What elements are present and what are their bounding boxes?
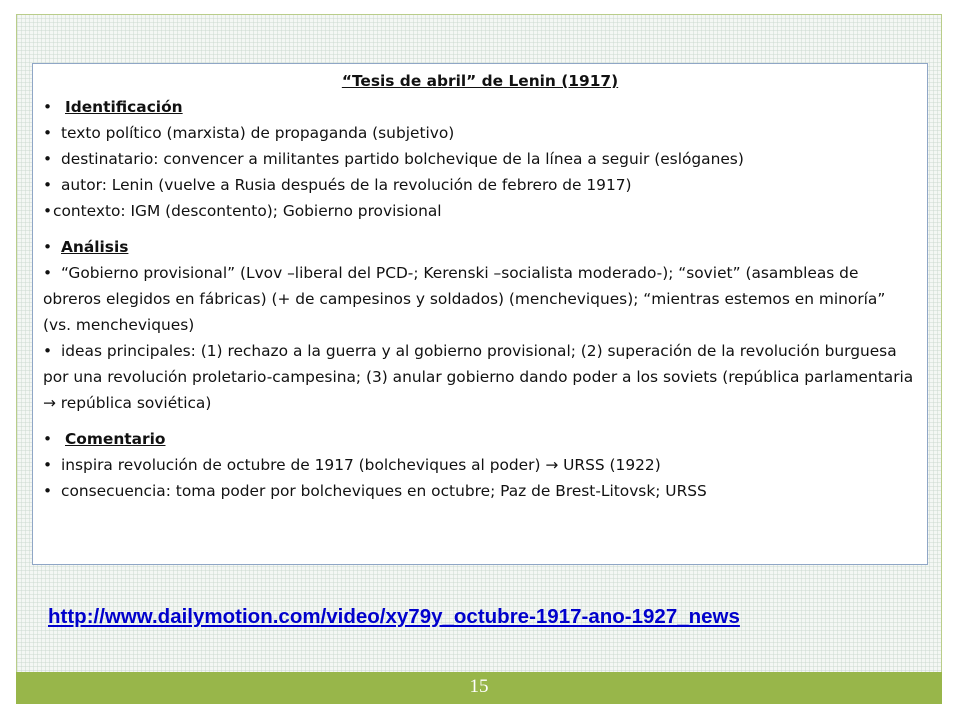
heading-analisis: Análisis — [61, 238, 129, 256]
analisis-item-text: ideas principales: (1) rechazo a la guerra y al gobierno provisional; (2) superación de la revolución burguesa por una revolución proletario-campesina; (3) anular gobierno dando poder a los soviets (república parlamentaria → república soviética) — [43, 342, 914, 412]
content-box — [32, 63, 928, 565]
list-item — [43, 478, 917, 504]
list-item — [43, 146, 917, 172]
identificacion-item-text: destinatario: convencer a militantes partido bolchevique de la línea a seguir (eslóganes) — [61, 150, 744, 168]
identificacion-item-text: texto político (marxista) de propaganda (subjetivo) — [61, 124, 455, 142]
section-identificacion — [43, 94, 917, 120]
comentario-item-text: inspira revolución de octubre de 1917 (bolcheviques al poder) → URSS (1922) — [61, 456, 661, 474]
bullet-icon: • — [43, 482, 53, 500]
section-analisis — [43, 234, 917, 260]
video-link[interactable]: http://www.dailymotion.com/video/xy79y_octubre-1917-ano-1927_news — [48, 605, 740, 628]
slide-title: “Tesis de abril” de Lenin (1917) — [341, 72, 619, 90]
bullet-icon: • — [43, 238, 53, 256]
section-comentario — [43, 426, 917, 452]
analisis-item-text: “Gobierno provisional” (Lvov –liberal del PCD-; Kerenski –socialista moderado-); “soviet” (asambleas de obreros elegidos en fábricas) (+ de campesinos y soldados) (mencheviques); “mientras estemos en minoría” (vs. mencheviques) — [43, 264, 886, 334]
footer-bar — [16, 672, 942, 704]
identificacion-item-text: autor: Lenin (vuelve a Rusia después de la revolución de febrero de 1917) — [61, 176, 632, 194]
heading-comentario: Comentario — [65, 430, 166, 448]
bullet-icon: • — [43, 202, 53, 220]
list-item — [43, 452, 917, 478]
bullet-icon: • — [43, 150, 53, 168]
bullet-icon: • — [43, 98, 53, 116]
bullet-icon: • — [43, 124, 53, 142]
list-item — [43, 260, 917, 338]
list-item — [43, 198, 917, 224]
bullet-icon: • — [43, 456, 53, 474]
bullet-icon: • — [43, 342, 53, 360]
bullet-icon: • — [43, 430, 53, 448]
heading-identificacion: Identificación — [65, 98, 183, 116]
bullet-icon: • — [43, 176, 53, 194]
bullet-icon: • — [43, 264, 53, 282]
identificacion-item-text: contexto: IGM (descontento); Gobierno provisional — [53, 202, 442, 220]
list-item — [43, 338, 917, 416]
page-number: 15 — [469, 676, 489, 697]
list-item — [43, 120, 917, 146]
comentario-item-text: consecuencia: toma poder por bolcheviques en octubre; Paz de Brest-Litovsk; URSS — [61, 482, 707, 500]
list-item — [43, 172, 917, 198]
